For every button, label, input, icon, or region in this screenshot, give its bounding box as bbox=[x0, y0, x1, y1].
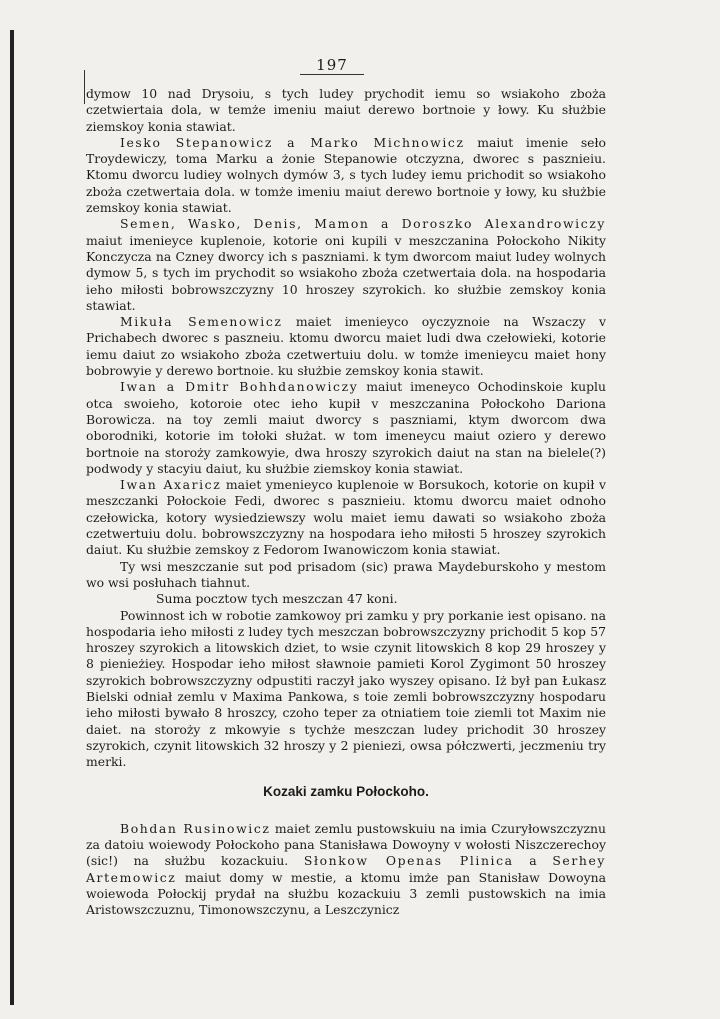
paragraph-text: maiet imenieyco oyczyznoie na Wszaczy v Prichabech dworec s paszneiu. ktomu dworcu maiet ludi dwa czełowieki, kotorie iemu daiut zo wsiakoho zboża czetwertuiu dolu. w tomże imenieycu maiet hony bobrowyie y derewo bortnoie. ku służbie zemskoy konia stawit. bbox=[86, 314, 606, 379]
paragraph-text: maiut imenieyce kuplenoie, kotorie oni kupili v meszczanina Połockoho Nikity Konczycza na Czney dworcy ich s paszniami. k tym dworcom maiut ludey wolnych dymow 5, s tych im prychodit so wsiakoho zboża czetwertaia dola. na hospodaria ieho miłosti bobrowszczyzny 10 hroszey szyrokich. ko służbie zemskoy konia stawiat. bbox=[86, 232, 606, 313]
person-name: Iesko Stepanowicz a Marko Michnowicz bbox=[120, 134, 465, 150]
paragraph bbox=[86, 86, 606, 135]
paragraph-text: dymow 10 nad Drysoiu, s tych ludey prychodit iemu so wsiakoho zboża czetwiertaia dola, w temże imeniu maiut derewo bortnoie y łowy. Ku służbie ziemskoy konia stawiat. bbox=[86, 86, 606, 134]
paragraph bbox=[86, 379, 606, 477]
paragraph bbox=[86, 216, 606, 314]
paragraph-text: maiut imenie seło Troydewiczy, toma Marku a żonie Stepanowie otczyzna, dworec s pasznieiu. Ktomu dworcu ludiey wolnych dymów 3, s tych ludey iemu prichodit so wsiakoho zboża czetwertaia dola. w tomże imeniu maiut derewo bortnoie y łowy, ku służbie zemskoy konia stawiat. bbox=[86, 134, 606, 216]
person-name: Bohdan Rusinowicz bbox=[120, 820, 271, 836]
section-paragraph-list bbox=[86, 821, 606, 919]
paragraph-text: Ty wsi meszczanie sut pod prisadom (sic) prawa Maydeburskoho y mestom wo wsi posłuhach tiahnut. bbox=[86, 558, 606, 590]
scan-binding-edge bbox=[10, 30, 14, 1005]
person-name: Serhey Artemowicz bbox=[86, 853, 606, 885]
person-name: Mikuła Semenowicz bbox=[120, 314, 283, 330]
paragraph bbox=[86, 608, 606, 771]
paragraph bbox=[86, 477, 606, 558]
person-name: Iwan a Dmitr Bohhdanowiczy bbox=[120, 379, 359, 395]
paragraph-text: maiut imeneyco Ochodinskoie kuplu otca swoieho, kotoroie otec ieho kupił v meszczanina Połockoho Dariona Borowicza. na toy zemli maiut dworcy s paszniami, ktym dworcom dwa oborodniki, kotorie im tołoki służat. w tom imeneycu maiut oziero y derewo bortnoie na storoży zamkowyie, dwa hroszy szyrokich daiut na stan na bielele(?) podwody y stacyiu daiut, ku służbie ziemskoy konia stawiat. bbox=[86, 379, 607, 476]
paragraph-text: Suma pocztow tych meszczan 47 koni. bbox=[156, 591, 398, 607]
person-name: Iwan Axaricz bbox=[120, 477, 222, 493]
person-name: Semen, Wasko, Denis, Mamon a Doroszko Alexandrowiczy bbox=[120, 216, 606, 232]
paragraph bbox=[86, 314, 606, 379]
paragraph-text: maiet ymenieyco kuplenoie w Borsukoch, kotorie on kupił v meszczanki Połockoie Fedi, dworec s pasznieiu. ktomu dworcu maiet odnoho czełowicka, kotory wysiedziewszy wolu maiet iemu dawati so wsiakoho zboża czetwertuiu dolu. bobrowszczyzny na hospodara ieho miłosti 5 hroszey szyrokich daiut. Ku służbie zemskoy z Fedorom Iwanowiczom konia stawiat. bbox=[86, 477, 606, 558]
page-number-rule bbox=[300, 74, 364, 75]
paragraph-text: maiet zemlu pustowskuiu na imia Czuryłowszczyznu za datoiu woiewody Połockoho pana Stanisława Dowoyny v wołosti Niszczerechoy (sic!) na służbu kozackuiu. bbox=[86, 820, 607, 869]
margin-mark bbox=[84, 70, 85, 104]
paragraph-text: Powinnost ich w robotie zamkowoy pri zamku y pry porkanie iest opisano. na hospodaria ieho miłosti z ludey tych meszczan bobrowszczyzny prichodit 5 kop 57 hroszey szyrokich a litowskich dziet, to wsie czynit litowskich 8 kop 29 hroszey y 8 pienieżiey. Hospodar ieho miłost sławnoie pamieti Korol Zygimont 50 hroszey szyrokich bobrowszczyzny odpustiti raczył jako wyszey opisano. Iż był pan Łukasz Bielski odniał zemlu v Maxima Pankowa, s toie zemli bobrowszczyzny hospodaru ieho miłosti bywało 8 hroszcy, czoho teper za otniatiem toie ziemli tot Maxim nie daiet. na storoży z mkowyie s tychże meszczan ludey prichodit 30 hroszey szyrokich, czynit litowskich 32 hroszy y 2 pieniezi, owsa półczwerti, jeczmeniu try merki. bbox=[86, 607, 606, 770]
paragraph bbox=[86, 821, 606, 919]
page-body bbox=[86, 86, 606, 919]
paragraph bbox=[86, 591, 606, 607]
paragraph-text: maiut domy w mestie, a ktomu imże pan Stanisław Dowoyna woiewoda Połockij prydał na służbu kozackuiu 3 zemli pustowskich na imia Aristowszczuznu, Timonowszczynu, a Leszczynicz bbox=[86, 869, 606, 918]
paragraph bbox=[86, 559, 606, 592]
paragraph-list bbox=[86, 86, 606, 770]
paragraph bbox=[86, 135, 606, 216]
page-number: 197 bbox=[316, 56, 348, 74]
paragraph-text: a bbox=[513, 853, 553, 869]
person-name: Słonkow Openas Plinica bbox=[303, 853, 514, 869]
section-heading: Kozaki zamku Połockoho. bbox=[263, 784, 429, 800]
